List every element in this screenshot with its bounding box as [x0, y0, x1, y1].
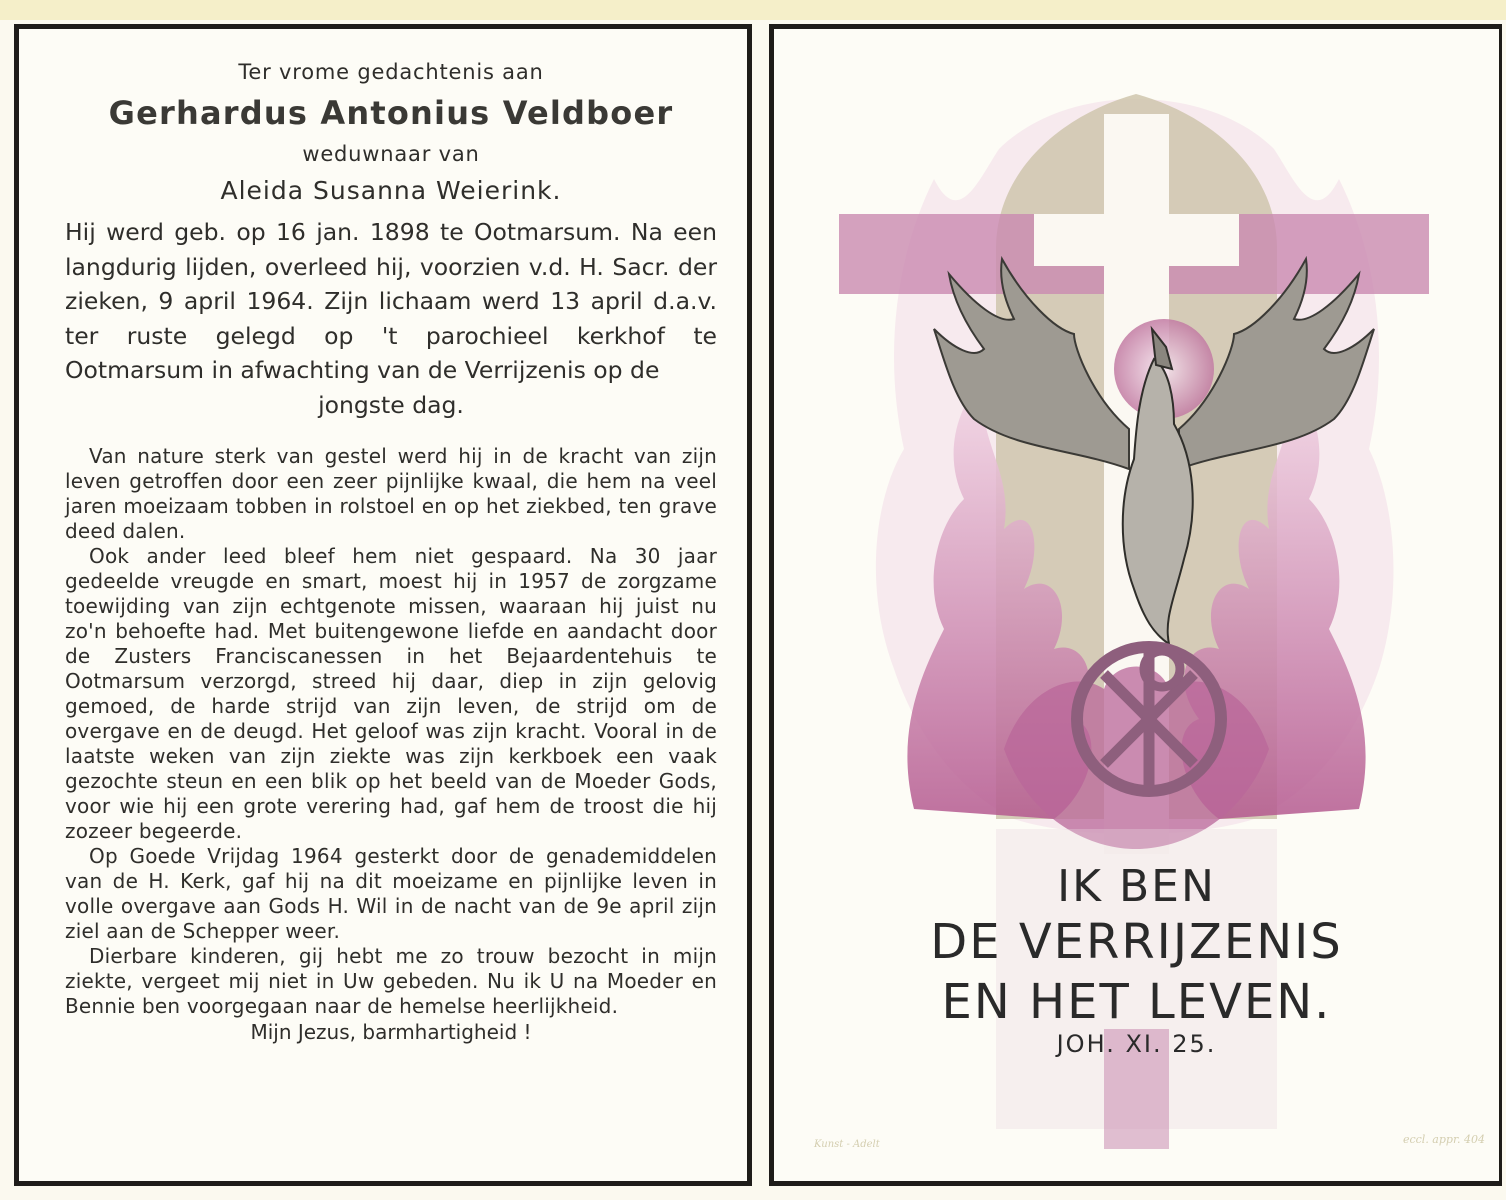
intro-line: Ter vrome gedachtenis aan: [238, 60, 544, 84]
closing-prayer: Mijn Jezus, barmhartigheid !: [250, 1019, 532, 1044]
relation-line: weduwnaar van: [302, 142, 480, 166]
memorial-text-column: [65, 55, 717, 1045]
paragraph-nature: Van nature sterk van gestel werd hij in de kracht van zijn leven getroffen door een zeer pijnlijke kwaal, die hem na veel jaren moeizaam tobben in rolstoel en op het ziekbed, ten grave deed dalen.: [65, 443, 717, 543]
scripture-reference: JOH. XI. 25.: [1056, 1030, 1217, 1058]
approval-number: eccl. appr. 404: [1402, 1133, 1485, 1146]
devotional-image-card: [769, 24, 1502, 1186]
scripture-line-3: EN HET LEVEN.: [941, 974, 1332, 1030]
artist-credit: Kunst - Adelt: [814, 1139, 880, 1150]
paragraph-children: Dierbare kinderen, gij hebt me zo trouw bezocht in mijn ziekte, vergeet mij niet in Uw gebeden. Nu ik U na Moeder en Bennie ben voorgegaan naar de hemelse heerlijkheid.: [65, 943, 717, 1018]
scan-top-edge: [0, 0, 1506, 20]
spouse-name: Aleida Susanna Weierink.: [220, 176, 562, 205]
deceased-name: Gerhardus Antonius Veldboer: [108, 94, 674, 132]
biography-end: jongste dag.: [318, 390, 464, 419]
paragraph-good-friday: Op Goede Vrijdag 1964 gesterkt door de genademiddelen van de H. Kerk, gaf hij na dit moeizame en pijnlijke leven in volle overgave aan Gods H. Wil in de nacht van de 9e april zijn ziel aan de Schepper weer.: [65, 843, 717, 943]
cross-horizontal: [1034, 214, 1239, 266]
memorial-text-card: [14, 24, 752, 1186]
scripture-line-2: DE VERRIJZENIS: [930, 914, 1343, 970]
scripture-line-1: IK BEN: [1057, 861, 1216, 912]
paragraph-suffering: Ook ander leed bleef hem niet gespaard. Na 30 jaar gedeelde vreugde en smart, moest hij in 1957 de zorgzame toewijding van zijn echtgenote missen, waaraan hij juist nu zo'n behoefte had. Met buitengewone liefde en aandacht door de Zusters Franciscanessen in het Bejaardentehuis te Ootmarsum verzorgd, streed hij daar, diep in zijn gelovig gemoed, de harde strijd van zijn leven, de strijd om de overgave en de deugd. Het geloof was zijn kracht. Vooral in de laatste weken van zijn ziekte was zijn kerkboek een vaak gezochte steun en een blik op het beeld van de Moeder Gods, voor wie hij een grote verering had, gaf hem de troost die hij zozeer begeerde.: [65, 543, 717, 843]
biography-text: Hij werd geb. op 16 jan. 1898 te Ootmarsum. Na een langdurig lijden, overleed hij, voorzien v.d. H. Sacr. der zieken, 9 april 1964. Zijn lichaam werd 13 april d.a.v. ter ruste gelegd op 't parochieel kerkhof te Ootmarsum in afwachting van de Verrijzenis op de: [65, 218, 717, 384]
